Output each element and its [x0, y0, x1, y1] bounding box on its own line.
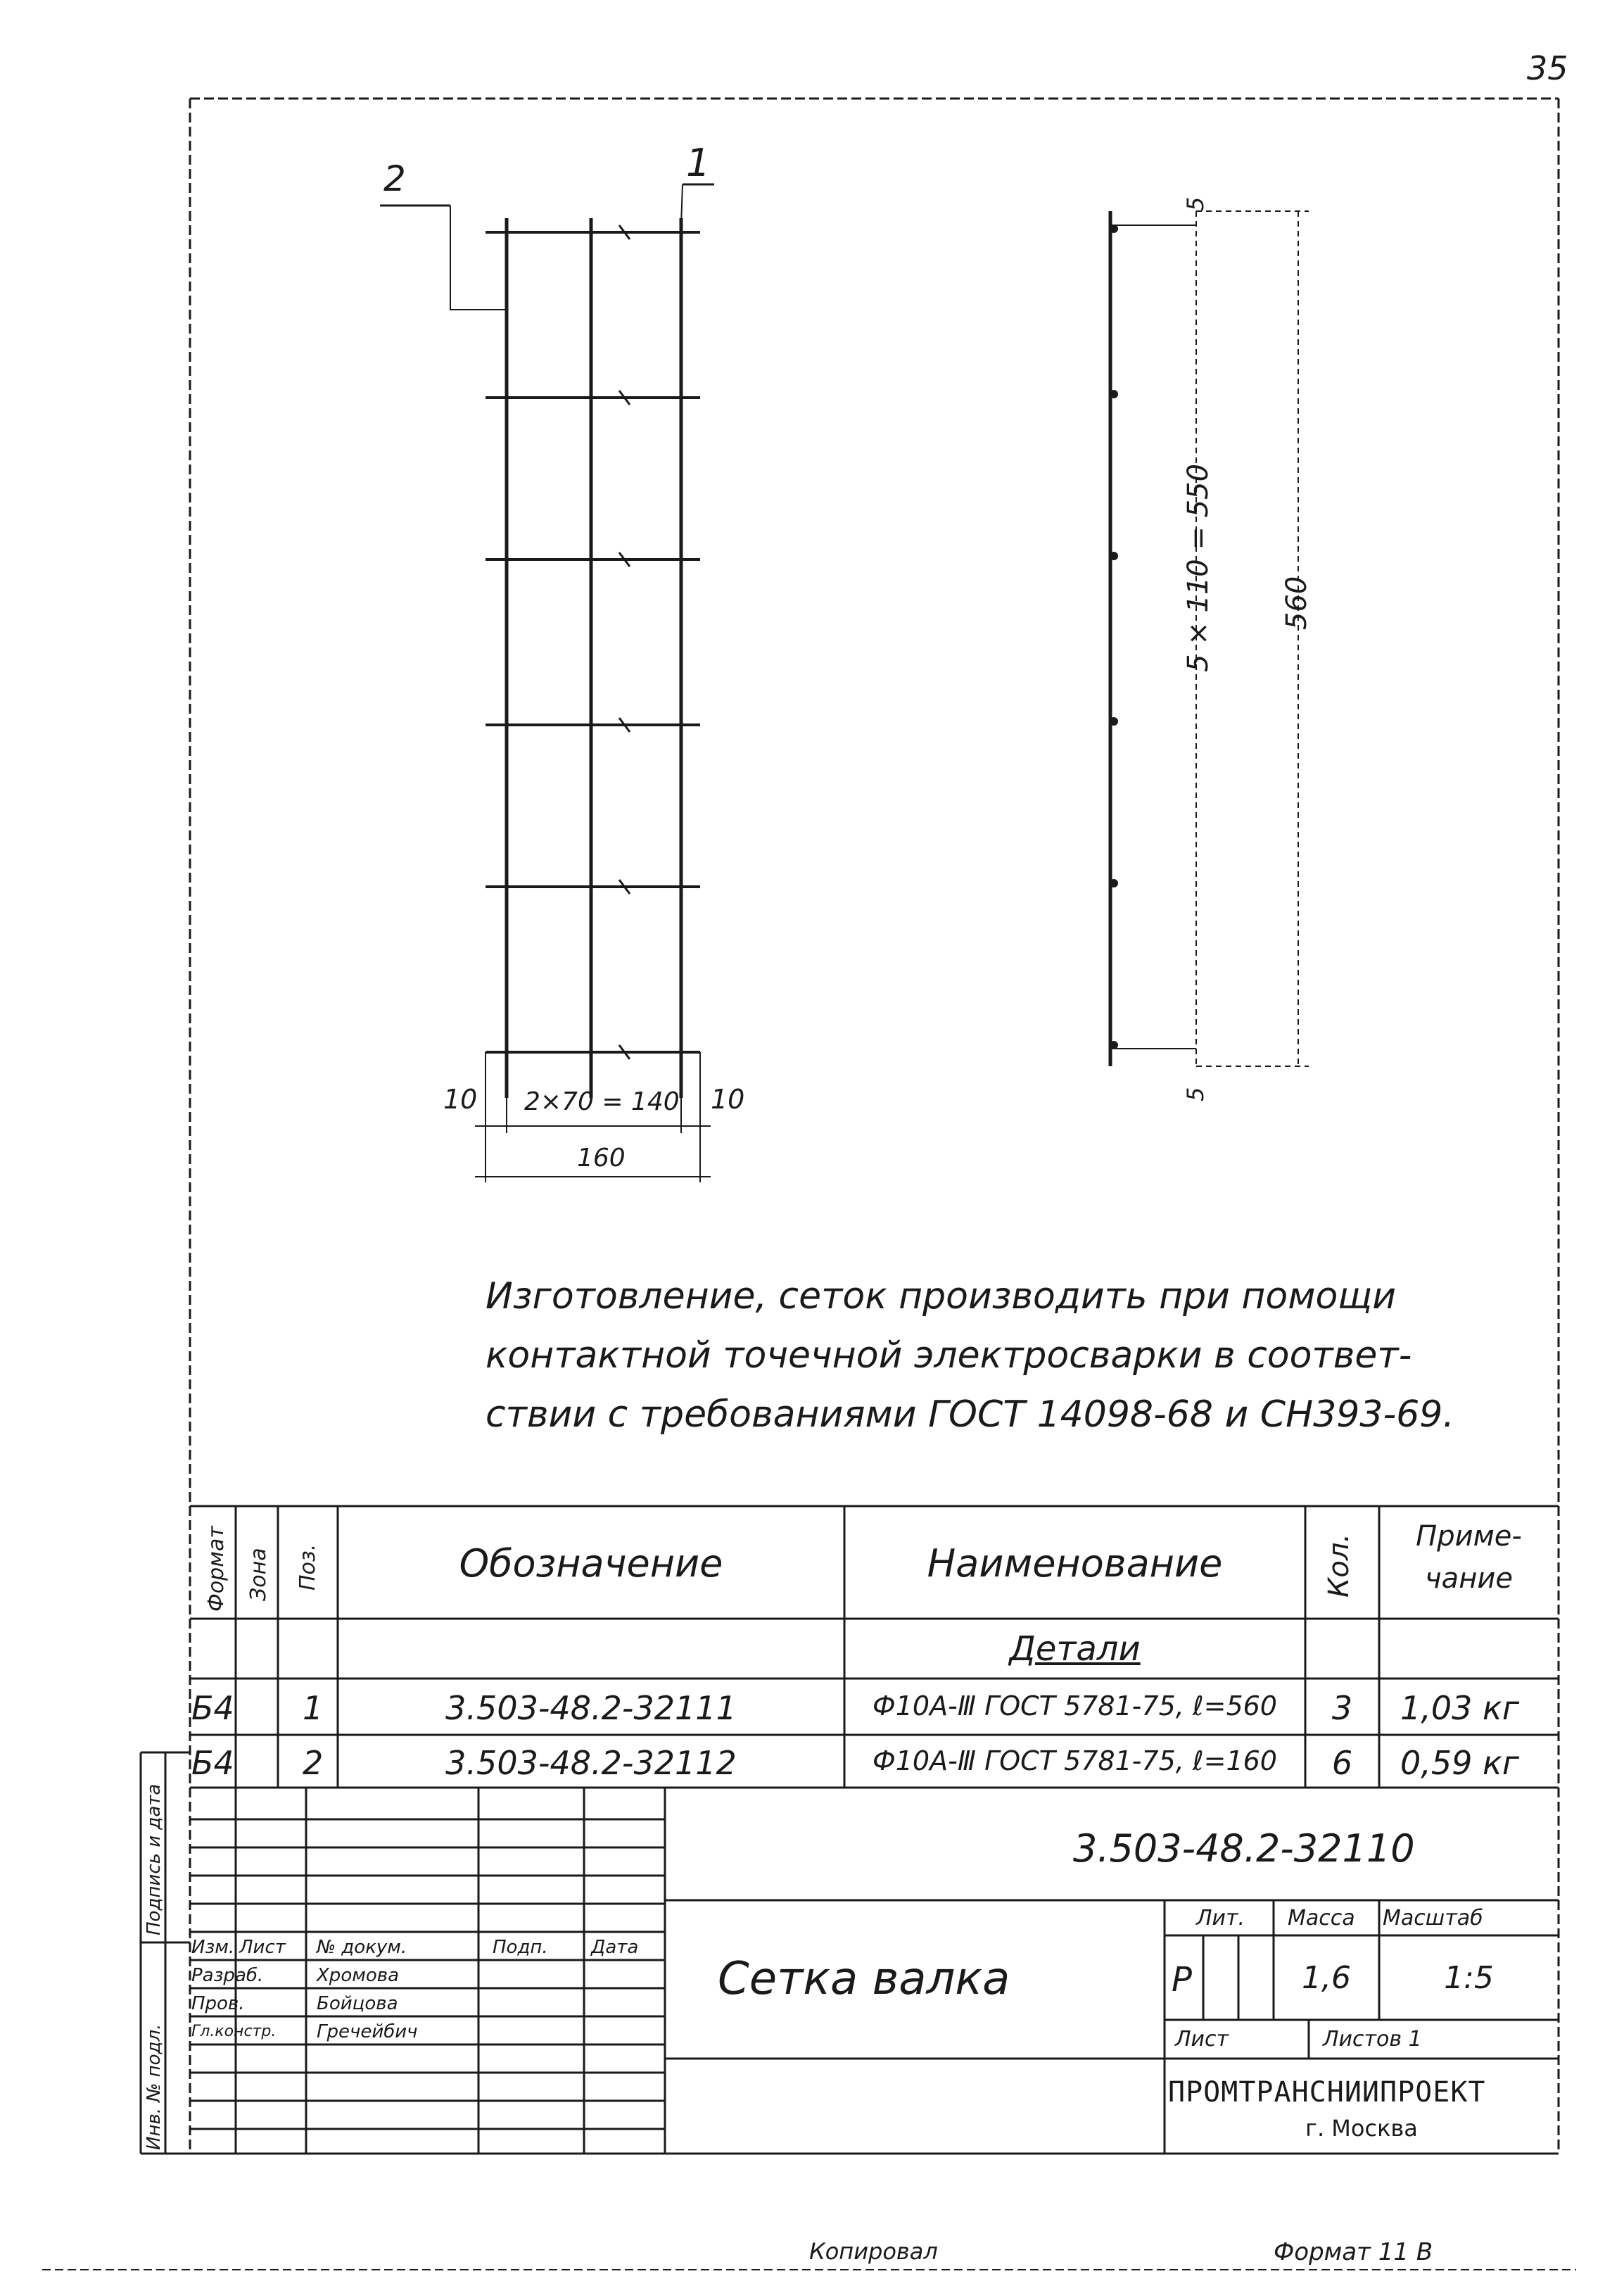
- spec-header-note-2: чание: [1425, 1562, 1513, 1595]
- callout-2-leader-drop: [450, 206, 507, 310]
- col-change: Изм.: [191, 1937, 235, 1958]
- spec-header-designation: Обозначение: [459, 1541, 723, 1586]
- callout-1: 1: [686, 141, 711, 185]
- footer-format: Формат 11 В: [1274, 2238, 1433, 2266]
- row1-designation: 3.503-48.2-32111: [445, 1689, 737, 1727]
- dim-edge-left: 10: [443, 1084, 478, 1115]
- row1-pos: 1: [303, 1689, 324, 1727]
- row1-note: 1,03 кг: [1400, 1689, 1519, 1727]
- row2-designation: 3.503-48.2-32112: [445, 1744, 737, 1782]
- col-doc-no: № докум.: [317, 1937, 407, 1958]
- drawing-title: Сетка валка: [718, 1953, 1010, 2005]
- name-developer: Хромова: [317, 1965, 399, 1986]
- spec-header-qty: Кол.: [1323, 1533, 1355, 1598]
- row1-qty: 3: [1331, 1689, 1353, 1727]
- dim-edge-right: 10: [711, 1084, 745, 1115]
- side-stamp-sign: Подпись и дата: [144, 1783, 165, 1935]
- col-date: Дата: [591, 1937, 639, 1958]
- note-line-2: контактной точечной электросварки в соответ-: [486, 1334, 1412, 1377]
- row1-format: Б4: [191, 1689, 234, 1727]
- mass-value: 1,6: [1302, 1960, 1351, 1996]
- spec-header-name: Наименование: [927, 1541, 1223, 1586]
- organization: ПРОМТРАНСНИИПРОЕКТ: [1168, 2076, 1486, 2109]
- note-line-1: Изготовление, сеток производить при помощи: [486, 1275, 1397, 1317]
- row2-format: Б4: [191, 1744, 234, 1782]
- spec-header-note-1: Приме-: [1416, 1520, 1522, 1553]
- row2-note: 0,59 кг: [1400, 1744, 1519, 1782]
- footer-copied: Копировал: [809, 2238, 938, 2265]
- technical-note: [486, 1267, 1454, 1444]
- spec-header-zone: Зона: [246, 1548, 271, 1601]
- dim-bottom-offset: 5: [1182, 1087, 1209, 1101]
- row2-name: Ф10А-Ⅲ ГОСТ 5781-75, ℓ=160: [873, 1745, 1277, 1776]
- spec-header-format: Формат: [204, 1526, 229, 1612]
- sheets-label: Листов 1: [1323, 2027, 1422, 2052]
- name-checker: Бойцова: [317, 1993, 398, 2014]
- sheet-page-number: 35: [1527, 49, 1568, 87]
- city: г. Москва: [1305, 2115, 1418, 2142]
- row1-name: Ф10А-Ⅲ ГОСТ 5781-75, ℓ=560: [873, 1690, 1277, 1721]
- spec-section-title: Детали: [1009, 1629, 1141, 1669]
- note-line-3: ствии с требованиями ГОСТ 14098-68 и СН393-69.: [486, 1393, 1454, 1436]
- role-developer: Разраб.: [191, 1965, 264, 1986]
- dim-total-length: 560: [1281, 576, 1313, 630]
- side-stamp-inv: Инв. № подл.: [144, 2023, 165, 2150]
- dim-spacing: 5 × 110 = 550: [1182, 463, 1214, 672]
- scale-label: Масштаб: [1383, 1906, 1483, 1930]
- scale-value: 1:5: [1444, 1960, 1494, 1996]
- col-sheet: Лист: [239, 1937, 286, 1958]
- role-chief: Гл.констр.: [191, 2023, 277, 2040]
- callout-2: 2: [383, 158, 406, 199]
- dim-total-width: 160: [577, 1144, 626, 1173]
- name-chief: Гречейбич: [317, 2021, 418, 2042]
- dim-top-offset: 5: [1182, 196, 1209, 211]
- dim-middle: 2×70 = 140: [524, 1087, 680, 1116]
- sheet-label: Лист: [1175, 2027, 1229, 2052]
- document-number: 3.503-48.2-32110: [1073, 1826, 1415, 1871]
- lit-value: Р: [1172, 1960, 1192, 1999]
- role-checker: Пров.: [191, 1993, 245, 2014]
- col-sign: Подп.: [493, 1937, 548, 1958]
- mass-label: Масса: [1288, 1906, 1355, 1930]
- lit-label: Лит.: [1196, 1906, 1245, 1930]
- row2-qty: 6: [1331, 1744, 1353, 1782]
- mesh-plan-view: [380, 184, 714, 1182]
- spec-header-pos: Поз.: [296, 1543, 320, 1591]
- row2-pos: 2: [303, 1744, 324, 1782]
